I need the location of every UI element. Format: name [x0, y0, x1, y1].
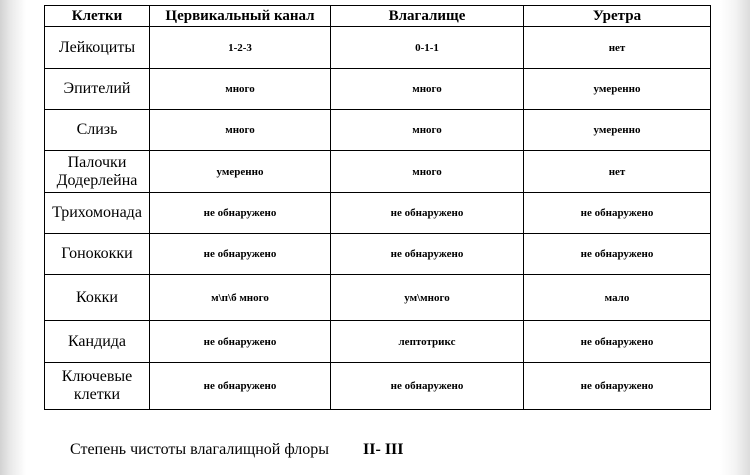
flora-purity-line — [70, 441, 404, 459]
urethra-value: нет — [524, 27, 711, 69]
urethra-value: не обнаружено — [524, 321, 711, 363]
cervical-value: умеренно — [150, 151, 331, 193]
page-shadow-right — [720, 0, 750, 475]
row-label: Лейкоциты — [45, 27, 150, 69]
vagina-value: лептотрикс — [331, 321, 524, 363]
row-label: Гонококки — [45, 234, 150, 275]
urethra-value: умеренно — [524, 69, 711, 110]
row-label: Слизь — [45, 110, 150, 151]
table-row — [45, 27, 711, 69]
cervical-value: не обнаружено — [150, 193, 331, 234]
header-urethra: Уретра — [524, 6, 711, 27]
vagina-value: не обнаружено — [331, 234, 524, 275]
row-label: Ключевые клетки — [45, 363, 150, 410]
cervical-value: не обнаружено — [150, 321, 331, 363]
table-row — [45, 69, 711, 110]
vagina-value: ум\много — [331, 275, 524, 321]
header-cervical-canal: Цервикальный канал — [150, 6, 331, 27]
table-row — [45, 110, 711, 151]
table-row — [45, 363, 711, 410]
urethra-value: умеренно — [524, 110, 711, 151]
urethra-value: мало — [524, 275, 711, 321]
row-label: Эпителий — [45, 69, 150, 110]
cervical-value: не обнаружено — [150, 234, 331, 275]
smear-results-table — [44, 5, 711, 410]
vagina-value: много — [331, 110, 524, 151]
flora-purity-grade: II- III — [363, 441, 404, 458]
table-row — [45, 151, 711, 193]
cervical-value: 1-2-3 — [150, 27, 331, 69]
table-row — [45, 234, 711, 275]
header-cells: Клетки — [45, 6, 150, 27]
vagina-value: не обнаружено — [331, 193, 524, 234]
row-label: Трихомонада — [45, 193, 150, 234]
vagina-value: не обнаружено — [331, 363, 524, 410]
vagina-value: 0-1-1 — [331, 27, 524, 69]
row-label: Палочки Додерлейна — [45, 151, 150, 193]
header-vagina: Влагалище — [331, 6, 524, 27]
page-shadow-left — [0, 0, 26, 475]
cervical-value: много — [150, 69, 331, 110]
urethra-value: не обнаружено — [524, 193, 711, 234]
table-row — [45, 321, 711, 363]
urethra-value: нет — [524, 151, 711, 193]
table-row — [45, 193, 711, 234]
urethra-value: не обнаружено — [524, 363, 711, 410]
cervical-value: м\п\б много — [150, 275, 331, 321]
vagina-value: много — [331, 69, 524, 110]
table-header-row — [45, 6, 711, 27]
row-label: Кандида — [45, 321, 150, 363]
row-label: Кокки — [45, 275, 150, 321]
table-row — [45, 275, 711, 321]
vagina-value: много — [331, 151, 524, 193]
cervical-value: много — [150, 110, 331, 151]
cervical-value: не обнаружено — [150, 363, 331, 410]
flora-purity-label: Степень чистоты влагалищной флоры — [70, 441, 330, 458]
urethra-value: не обнаружено — [524, 234, 711, 275]
